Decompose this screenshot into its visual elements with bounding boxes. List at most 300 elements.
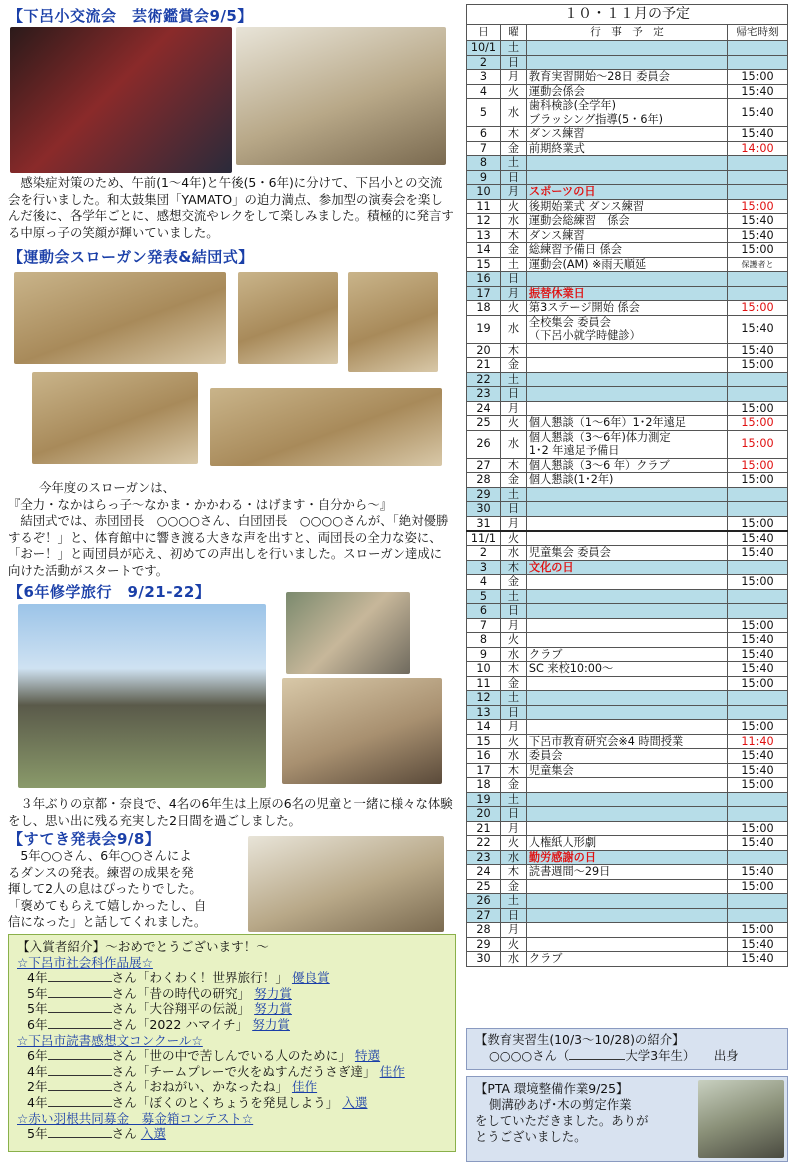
award-work: 「わくわく！世界旅行！」	[136, 970, 288, 986]
schedule-weekday: 土	[500, 372, 526, 387]
schedule-day: 26	[467, 430, 501, 458]
schedule-weekday: 水	[500, 749, 526, 764]
schedule-return-time: 15:00	[728, 821, 788, 836]
schedule-weekday: 金	[500, 243, 526, 258]
section-exchange-body	[8, 175, 454, 241]
schedule-weekday: 水	[500, 430, 526, 458]
student-teacher-line	[475, 1048, 779, 1064]
schedule-row	[467, 662, 788, 677]
award-san: さん	[111, 985, 137, 1001]
award-category-social: ☆下呂市社会科作品展☆	[17, 954, 153, 970]
schedule-event	[526, 170, 727, 185]
schedule-row	[467, 170, 788, 185]
award-grade: 5年	[27, 1001, 48, 1017]
trip-paragraph: ３年ぶりの京都・奈良で、4名の6年生は上原の6名の児童と一緒に様々な体験をし、思い出に残る充実した2日間を過ごしました。	[8, 796, 453, 828]
schedule-day: 29	[467, 937, 501, 952]
schedule-event: スポーツの日	[526, 185, 727, 200]
schedule-event	[526, 502, 727, 517]
schedule-event	[526, 531, 727, 546]
schedule-event: 下呂市教育研究会※4 時間授業	[526, 734, 727, 749]
photo-dance	[248, 836, 444, 932]
schedule-day: 27	[467, 908, 501, 923]
schedule-row	[467, 458, 788, 473]
schedule-day: 4	[467, 575, 501, 590]
schedule-row	[467, 836, 788, 851]
blank-line	[48, 1001, 112, 1013]
schedule-event: 運動会係会	[526, 84, 727, 99]
schedule-weekday: 日	[500, 908, 526, 923]
schedule-return-time: 15:40	[728, 127, 788, 142]
schedule-event: 個人懇談（1～6年）1･2年遠足	[526, 416, 727, 431]
student-teacher-univ: 大学3年生） 出身	[625, 1048, 739, 1063]
schedule-event	[526, 315, 727, 343]
schedule-event-line-2: 1･2 年遠足予備日	[528, 444, 620, 457]
schedule-weekday: 月	[500, 286, 526, 301]
schedule-day: 13	[467, 705, 501, 720]
schedule-row	[467, 705, 788, 720]
schedule-weekday: 火	[500, 734, 526, 749]
schedule-return-time	[728, 272, 788, 287]
slogan-text: 『全力・なかはらっ子～なかま・かかわる・はげます・自分から～』	[8, 496, 393, 512]
schedule-day: 22	[467, 372, 501, 387]
schedule-return-time: 15:40	[728, 865, 788, 880]
section-presentation-body	[8, 848, 244, 931]
schedule-weekday: 水	[500, 99, 526, 127]
award-row	[17, 1079, 447, 1095]
schedule-event: 振替休業日	[526, 286, 727, 301]
schedule-day: 19	[467, 792, 501, 807]
schedule-row	[467, 272, 788, 287]
schedule-row	[467, 763, 788, 778]
award-san: さん	[111, 1048, 137, 1064]
schedule-weekday: 金	[500, 358, 526, 373]
award-san: さん	[111, 1001, 137, 1017]
schedule-row	[467, 502, 788, 517]
schedule-event	[526, 676, 727, 691]
col-header-return-time: 帰宅時刻	[728, 25, 788, 41]
schedule-day: 20	[467, 343, 501, 358]
schedule-event: クラブ	[526, 647, 727, 662]
section-slogan-body	[8, 480, 454, 580]
presentation-line-3: 揮して2人の息はぴったりでした。	[8, 881, 202, 897]
schedule-day: 10	[467, 662, 501, 677]
photo-room-group	[282, 678, 442, 784]
schedule-event: ダンス練習	[526, 228, 727, 243]
schedule-event	[526, 358, 727, 373]
schedule-return-time: 15:00	[728, 575, 788, 590]
schedule-weekday: 木	[500, 763, 526, 778]
photo-gym-group	[210, 388, 442, 466]
award-category-reading: ☆下呂市読書感想文コンクール☆	[17, 1032, 203, 1048]
presentation-line-4: 「褒めてもらえて嬉しかったし、自	[8, 897, 207, 913]
schedule-return-time	[728, 170, 788, 185]
schedule-weekday: 火	[500, 836, 526, 851]
schedule-row	[467, 894, 788, 909]
schedule-return-time: 11:40	[728, 734, 788, 749]
schedule-return-time	[728, 589, 788, 604]
photo-deer	[286, 592, 410, 674]
schedule-return-time: 15:40	[728, 937, 788, 952]
schedule-return-time: 15:40	[728, 228, 788, 243]
schedule-row	[467, 807, 788, 822]
schedule-row	[467, 676, 788, 691]
award-row	[17, 1048, 447, 1064]
schedule-weekday: 金	[500, 473, 526, 488]
schedule-weekday: 火	[500, 531, 526, 546]
schedule-event	[526, 894, 727, 909]
schedule-day: 19	[467, 315, 501, 343]
schedule-row	[467, 937, 788, 952]
schedule-row	[467, 633, 788, 648]
schedule-return-time: 15:40	[728, 836, 788, 851]
schedule-event	[526, 879, 727, 894]
schedule-weekday: 火	[500, 633, 526, 648]
schedule-event	[526, 937, 727, 952]
schedule-row	[467, 199, 788, 214]
schedule-day: 18	[467, 301, 501, 316]
student-teacher-title: 【教育実習生(10/3～10/28)の紹介】	[475, 1032, 685, 1047]
schedule-event: ダンス練習	[526, 127, 727, 142]
schedule-weekday: 金	[500, 141, 526, 156]
blank-line	[569, 1048, 625, 1060]
schedule-return-time: 15:00	[728, 243, 788, 258]
schedule-day: 30	[467, 952, 501, 967]
schedule-event: 読書週間～29日	[526, 865, 727, 880]
photo-temple-group	[18, 604, 266, 788]
awards-box	[8, 934, 456, 1152]
schedule-event	[526, 343, 727, 358]
blank-line	[48, 986, 112, 998]
schedule-event: 第3ステージ開始 係会	[526, 301, 727, 316]
section-title-presentation: 【すてき発表会9/8】	[8, 830, 161, 848]
schedule-weekday: 水	[500, 214, 526, 229]
award-row	[17, 1017, 447, 1033]
schedule-return-time: 15:40	[728, 315, 788, 343]
schedule-weekday: 火	[500, 301, 526, 316]
schedule-day: 5	[467, 589, 501, 604]
schedule-weekday: 日	[500, 170, 526, 185]
schedule-row	[467, 141, 788, 156]
schedule-event: 個人懇談（3～6 年）クラブ	[526, 458, 727, 473]
schedule-return-time	[728, 792, 788, 807]
schedule-title: １０・１１月の予定	[467, 5, 788, 25]
schedule-weekday: 日	[500, 807, 526, 822]
schedule-row	[467, 952, 788, 967]
schedule-day: 25	[467, 416, 501, 431]
schedule-day: 14	[467, 720, 501, 735]
schedule-return-time	[728, 387, 788, 402]
award-rank: 佳作	[379, 1063, 405, 1079]
schedule-weekday: 日	[500, 705, 526, 720]
schedule-row	[467, 575, 788, 590]
schedule-day: 8	[467, 633, 501, 648]
schedule-day: 10	[467, 185, 501, 200]
award-rank: 入選	[140, 1126, 166, 1142]
schedule-return-time: 15:00	[728, 199, 788, 214]
schedule-weekday: 木	[500, 458, 526, 473]
schedule-weekday: 月	[500, 516, 526, 531]
schedule-day: 12	[467, 691, 501, 706]
award-work: 「2022 ハマイチ」	[136, 1016, 249, 1032]
schedule-day: 12	[467, 214, 501, 229]
award-row	[17, 1126, 447, 1142]
schedule-return-time: 15:00	[728, 458, 788, 473]
schedule-row	[467, 778, 788, 793]
award-rank: 優良賞	[291, 970, 330, 986]
schedule-row	[467, 99, 788, 127]
schedule-day: 22	[467, 836, 501, 851]
schedule-weekday: 土	[500, 41, 526, 56]
photo-flags	[32, 372, 198, 464]
schedule-day: 25	[467, 879, 501, 894]
schedule-row	[467, 84, 788, 99]
schedule-return-time: 14:00	[728, 141, 788, 156]
schedule-row	[467, 70, 788, 85]
schedule-row	[467, 531, 788, 546]
schedule-weekday: 金	[500, 575, 526, 590]
schedule-weekday: 水	[500, 952, 526, 967]
award-work: 「おねがい、かなったね」	[136, 1079, 288, 1095]
schedule-return-time	[728, 156, 788, 171]
photo-taiko-performance	[10, 27, 232, 173]
schedule-day: 17	[467, 286, 501, 301]
schedule-day: 7	[467, 141, 501, 156]
col-header-event: 行 事 予 定	[526, 25, 727, 41]
schedule-return-time	[728, 41, 788, 56]
schedule-day: 24	[467, 401, 501, 416]
schedule-day: 21	[467, 821, 501, 836]
schedule-weekday: 火	[500, 937, 526, 952]
schedule-day: 6	[467, 604, 501, 619]
pta-line-2: をしていただきました。ありが	[475, 1113, 649, 1128]
schedule-return-time: 15:00	[728, 430, 788, 458]
schedule-row	[467, 691, 788, 706]
blank-line	[48, 1079, 112, 1091]
schedule-return-time: 15:00	[728, 676, 788, 691]
schedule-event	[526, 99, 727, 127]
schedule-weekday: 土	[500, 487, 526, 502]
blank-line	[48, 1126, 112, 1138]
schedule-day: 14	[467, 243, 501, 258]
section-title-exchange: 【下呂小交流会 芸術鑑賞会9/5】	[8, 7, 253, 25]
schedule-row	[467, 127, 788, 142]
section-title-trip: 【6年修学旅行 9/21-22】	[8, 583, 211, 601]
schedule-weekday: 水	[500, 850, 526, 865]
schedule-return-time: 15:00	[728, 778, 788, 793]
schedule-weekday: 火	[500, 84, 526, 99]
schedule-event: クラブ	[526, 952, 727, 967]
schedule-return-time: 15:00	[728, 401, 788, 416]
student-teacher-name: ○○○○さん（	[489, 1048, 570, 1063]
schedule-return-time	[728, 807, 788, 822]
schedule-day: 16	[467, 749, 501, 764]
schedule-event-line-1: 個人懇談（3～6年)体力測定	[528, 430, 671, 444]
schedule-weekday: 土	[500, 589, 526, 604]
schedule-row	[467, 301, 788, 316]
schedule-day: 18	[467, 778, 501, 793]
schedule-event: 委員会	[526, 749, 727, 764]
schedule-event	[526, 55, 727, 70]
schedule-day: 30	[467, 502, 501, 517]
schedule-return-time	[728, 487, 788, 502]
schedule-event	[526, 372, 727, 387]
left-column	[8, 6, 454, 26]
slogan-intro: 今年度のスローガンは、	[39, 480, 176, 495]
schedule-weekday: 日	[500, 502, 526, 517]
schedule-weekday: 木	[500, 560, 526, 575]
schedule-weekday: 木	[500, 865, 526, 880]
schedule-event	[526, 633, 727, 648]
schedule-event-line-2: ブラッシング指導(5・6年)	[528, 112, 664, 126]
schedule-return-time	[728, 55, 788, 70]
pta-line-3: とうございました。	[475, 1129, 587, 1144]
schedule-event	[526, 778, 727, 793]
schedule-weekday: 土	[500, 792, 526, 807]
schedule-return-time: 15:00	[728, 618, 788, 633]
schedule-day: 23	[467, 850, 501, 865]
schedule-weekday: 日	[500, 55, 526, 70]
schedule-event	[526, 691, 727, 706]
schedule-event	[526, 401, 727, 416]
schedule-day: 23	[467, 387, 501, 402]
schedule-event: 教育実習開始～28日 委員会	[526, 70, 727, 85]
schedule-day: 9	[467, 647, 501, 662]
award-row	[17, 1064, 447, 1080]
schedule-event: 個人懇談(1･2年)	[526, 473, 727, 488]
schedule-weekday: 土	[500, 156, 526, 171]
schedule-weekday: 木	[500, 662, 526, 677]
pta-title: 【PTA 環境整備作業9/25】	[475, 1081, 629, 1096]
schedule-row	[467, 647, 788, 662]
schedule-day: 15	[467, 734, 501, 749]
schedule-return-time	[728, 286, 788, 301]
schedule-day: 5	[467, 99, 501, 127]
schedule-day: 28	[467, 473, 501, 488]
award-rank: 努力賞	[252, 1016, 290, 1032]
schedule-day: 10/1	[467, 41, 501, 56]
schedule-day: 6	[467, 127, 501, 142]
schedule-event	[526, 589, 727, 604]
award-san: さん	[111, 1126, 137, 1142]
award-work: 「チームプレーで火をぬすんだうさぎ達」	[136, 1063, 376, 1079]
schedule-weekday: 月	[500, 70, 526, 85]
award-grade: 4年	[27, 970, 48, 986]
schedule-return-time	[728, 372, 788, 387]
award-row	[17, 1095, 447, 1111]
schedule-day: 27	[467, 458, 501, 473]
schedule-weekday: 水	[500, 647, 526, 662]
schedule-return-time: 15:40	[728, 633, 788, 648]
schedule-return-time: 15:00	[728, 879, 788, 894]
schedule-day: 9	[467, 170, 501, 185]
schedule-weekday: 月	[500, 821, 526, 836]
photo-pta-work	[698, 1080, 784, 1158]
schedule-event	[526, 923, 727, 938]
schedule-return-time	[728, 502, 788, 517]
schedule-return-time: 15:00	[728, 923, 788, 938]
schedule-weekday: 日	[500, 272, 526, 287]
award-rank: 努力賞	[254, 1001, 292, 1017]
schedule-row	[467, 792, 788, 807]
award-row	[17, 970, 447, 986]
schedule-weekday: 金	[500, 676, 526, 691]
section-trip-body	[8, 796, 454, 829]
award-work: 「世の中で苦しんでいる人のために」	[136, 1048, 351, 1064]
schedule-event	[526, 618, 727, 633]
photo-classroom-exchange	[236, 27, 446, 165]
schedule-row	[467, 749, 788, 764]
schedule-return-time	[728, 850, 788, 865]
schedule-row	[467, 720, 788, 735]
schedule-event	[526, 156, 727, 171]
schedule-weekday: 土	[500, 691, 526, 706]
award-rank: 入選	[342, 1094, 368, 1110]
award-san: さん	[111, 1016, 137, 1032]
schedule-event	[526, 41, 727, 56]
schedule-day: 31	[467, 516, 501, 531]
schedule-row	[467, 372, 788, 387]
schedule-row	[467, 228, 788, 243]
schedule-return-time: 保護者と	[728, 257, 788, 272]
schedule-return-time: 15:00	[728, 516, 788, 531]
schedule-event: 総練習予備日 係会	[526, 243, 727, 258]
schedule-day: 3	[467, 560, 501, 575]
schedule-event: 勤労感謝の日	[526, 850, 727, 865]
schedule-return-time: 15:40	[728, 531, 788, 546]
schedule-return-time	[728, 560, 788, 575]
schedule-event: 運動会(AM) ※雨天順延	[526, 257, 727, 272]
schedule-day: 2	[467, 546, 501, 561]
schedule-day: 24	[467, 865, 501, 880]
schedule-day: 16	[467, 272, 501, 287]
schedule-day: 3	[467, 70, 501, 85]
schedule-event: SC 来校10:00～	[526, 662, 727, 677]
schedule-row	[467, 604, 788, 619]
schedule-return-time: 15:00	[728, 358, 788, 373]
schedule-row	[467, 908, 788, 923]
section-title-slogan: 【運動会スローガン発表&結団式】	[8, 248, 254, 266]
schedule-row	[467, 546, 788, 561]
schedule-row	[467, 156, 788, 171]
schedule-event: 文化の日	[526, 560, 727, 575]
schedule-day: 17	[467, 763, 501, 778]
schedule-return-time	[728, 894, 788, 909]
presentation-line-5: 信になった」と話してくれました。	[8, 914, 207, 930]
schedule-return-time: 15:40	[728, 952, 788, 967]
schedule-event: 前期終業式	[526, 141, 727, 156]
award-grade: 4年	[27, 1094, 48, 1110]
award-work: 「ぼくのとくちょうを発見しよう」	[136, 1094, 339, 1110]
award-rank: 努力賞	[254, 985, 292, 1001]
schedule-weekday: 土	[500, 257, 526, 272]
exchange-paragraph: 感染症対策のため、午前(1～4年)と午後(5・6年)に分けて、下呂小との交流会を行いました。和太鼓集団「YAMATO」の迫力満点、参加型の演奏会を楽しんだ後に、各学年ごとに、感想交流やレクをして楽しみました。積極的に発言する中原っ子の笑顔が輝いていました。	[8, 175, 454, 240]
award-grade: 5年	[27, 1126, 48, 1142]
schedule-weekday: 日	[500, 387, 526, 402]
schedule-day: 20	[467, 807, 501, 822]
presentation-line-2: るダンスの発表。練習の成果を発	[8, 864, 194, 880]
schedule-weekday: 金	[500, 778, 526, 793]
schedule-weekday: 月	[500, 185, 526, 200]
schedule-return-time: 15:40	[728, 763, 788, 778]
schedule-row	[467, 315, 788, 343]
schedule-table	[466, 4, 788, 967]
schedule-row	[467, 618, 788, 633]
schedule-event	[526, 604, 727, 619]
schedule-event	[526, 705, 727, 720]
schedule-event	[526, 807, 727, 822]
schedule-weekday: 月	[500, 720, 526, 735]
schedule-row	[467, 865, 788, 880]
